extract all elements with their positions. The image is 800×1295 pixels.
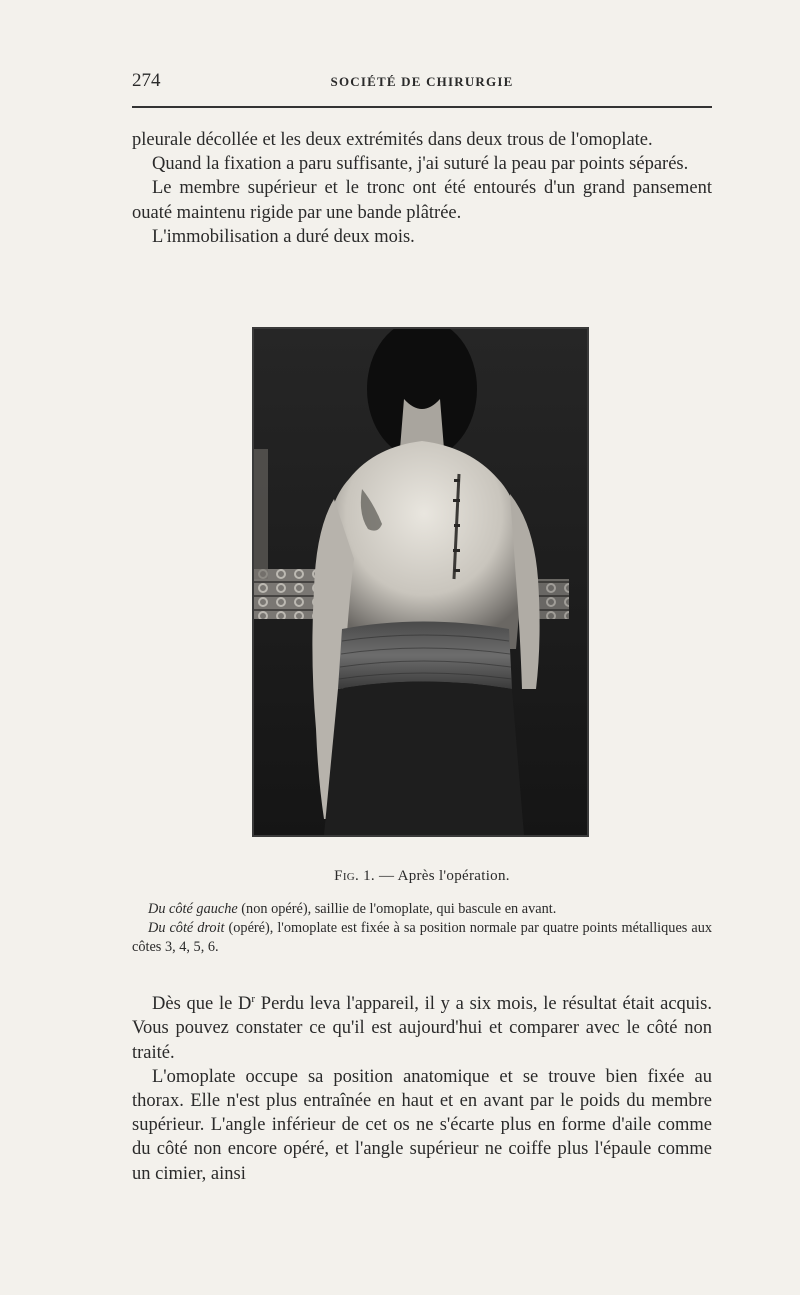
figure-caption: [132, 900, 712, 957]
paragraph-text: Dès que le D: [152, 994, 252, 1015]
caption-line: [132, 919, 712, 957]
superscript: r: [251, 993, 256, 1005]
running-title: SOCIÉTÉ DE CHIRURGIE: [330, 74, 514, 89]
caption-emphasis: Du côté gauche: [148, 901, 238, 917]
bottom-text-block: [132, 987, 712, 1186]
figure-label: Fig. 1.: [334, 868, 375, 884]
figure-photograph: [252, 327, 589, 837]
top-text-block: [132, 128, 712, 249]
figure-title: — Après l'opération.: [379, 868, 510, 884]
caption-text: (non opéré), saillie de l'omoplate, qui bascule en avant.: [237, 901, 557, 917]
paragraph: [132, 987, 712, 1065]
paragraph: Quand la fixation a paru suffisante, j'ai suturé la peau par points séparés.: [152, 154, 689, 175]
figure-caption-title: [132, 868, 712, 885]
paragraph: L'omoplate occupe sa position anatomique et se trouve bien fixée au thorax. Elle n'est plus entraînée en haut et en avant par le poids du membre supérieur. L'angle inférieur de cet os ne s'écarte plus en forme d'aile comme du côté non encore opéré, et l'angle supérieur ne coiffe plus l'épaule comme un cimier, ainsi: [132, 1066, 712, 1184]
caption-emphasis: Du côté droit: [148, 920, 225, 936]
paragraph: Le membre supérieur et le tronc ont été entourés d'un grand pansement ouaté maintenu rigide par une bande plâtrée.: [132, 178, 712, 223]
paragraph: L'immobilisation a duré deux mois.: [152, 226, 415, 247]
caption-text: (opéré), l'omoplate est fixée à sa position normale par quatre points métalliques aux côtes 3, 4, 5, 6.: [132, 920, 712, 955]
patient-back-photo: [254, 329, 587, 835]
page-number: 274: [132, 70, 161, 91]
paragraph-text: Perdu leva l'appareil, il y a six mois, le résultat était acquis. Vous pouvez constater ce qu'il est aujourd'hui et comparer avec le côté non traité.: [132, 994, 712, 1063]
paragraph: pleurale décollée et les deux extrémités dans deux trous de l'omoplate.: [132, 130, 653, 150]
page-header: [132, 66, 712, 108]
caption-line: [132, 900, 712, 919]
